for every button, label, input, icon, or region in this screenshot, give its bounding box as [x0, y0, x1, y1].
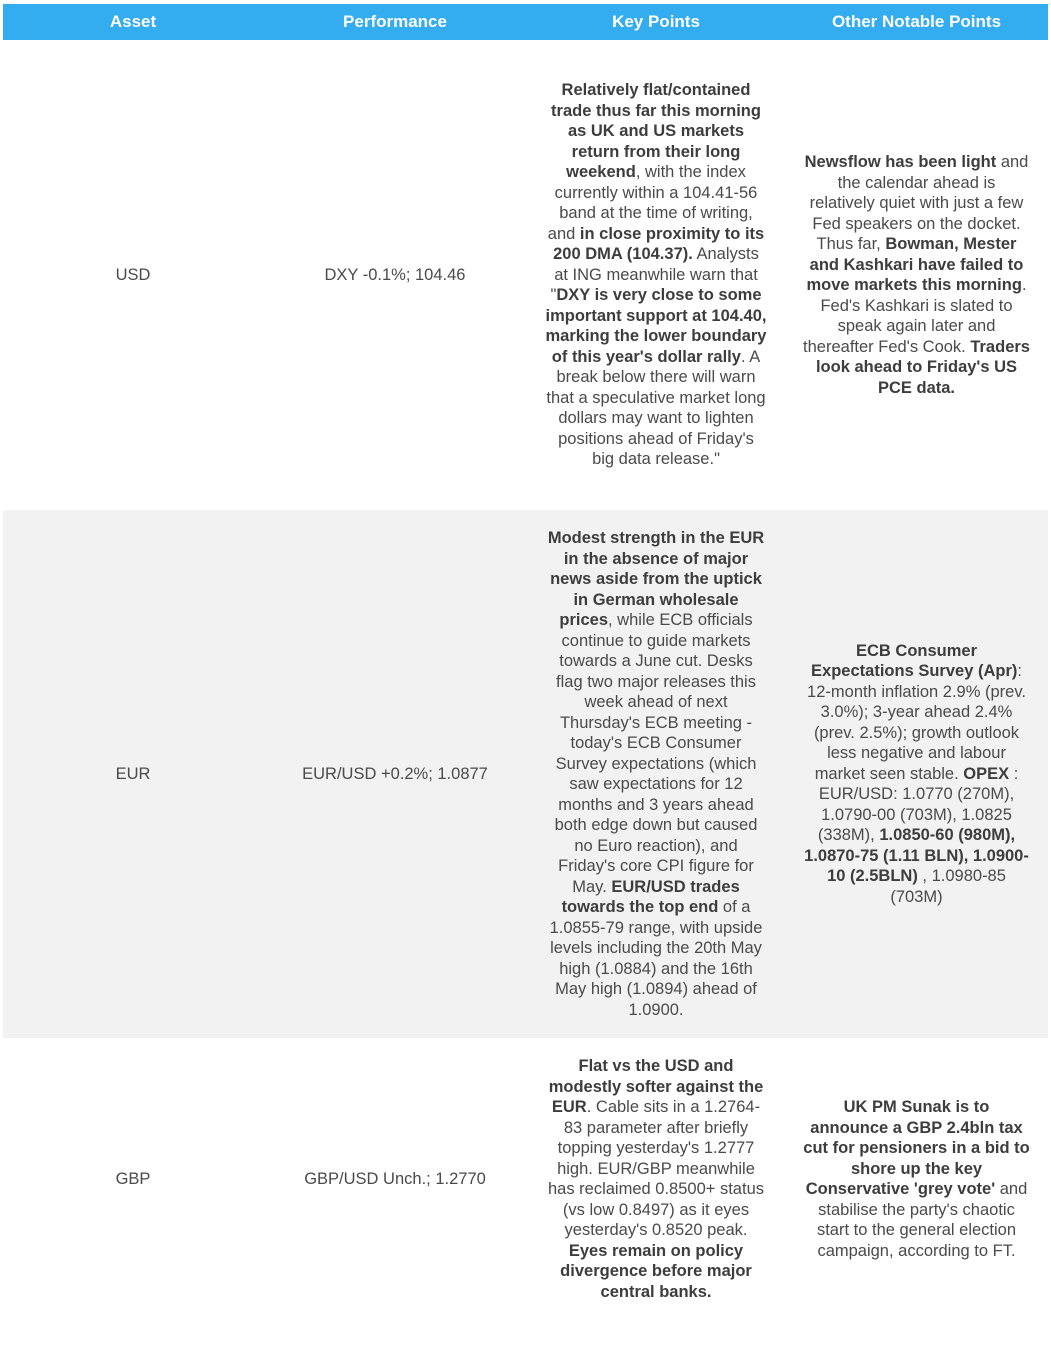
- asset-cell: EUR: [3, 510, 263, 1038]
- bold-text-segment: OPEX: [963, 764, 1010, 783]
- bold-text-segment: in close proximity to its 200 DMA (104.37).: [553, 224, 765, 264]
- other-notable-points-cell: [785, 510, 1048, 1038]
- bold-text-segment: DXY is very close to some important support at 104.40, marking the lower boundary of this year's dollar rally: [545, 286, 767, 366]
- performance-cell: GBP/USD Unch.; 1.2770: [304, 1169, 486, 1188]
- text-segment: . Fed's Kashkari is slated to speak again later and thereafter Fed's Cook.: [803, 276, 1027, 356]
- text-segment: of a 1.0855-79 range, with upside levels including the 20th May high (1.0884) and the 16th May high (1.0894) ahead of 1.0900.: [549, 898, 763, 1019]
- text-segment: , 1.0980-85 (703M): [890, 867, 1006, 906]
- bold-text-segment: ECB Consumer Expectations Survey (Apr): [811, 641, 1018, 681]
- performance-cell: EUR/USD +0.2%; 1.0877: [263, 510, 527, 1038]
- text-segment: and the calendar ahead is relatively quiet with just a few Fed speakers on the docket. Thus far,: [809, 153, 1029, 253]
- text-segment: . Cable sits in a 1.2764-83 parameter after briefly topping yesterday's 1.2777 high. EUR/GBP meanwhile has reclaimed 0.8500+ status (vs low 0.8497) as it eyes yesterday's 0.8520 peak.: [547, 1098, 764, 1239]
- column-header-other-notable-points: Other Notable Points: [785, 4, 1048, 40]
- other-notable-points-cell: [785, 40, 1048, 510]
- asset-cell: GBP: [115, 1169, 151, 1188]
- bold-text-segment: Eyes remain on policy divergence before major central banks.: [560, 1241, 752, 1301]
- text-segment: . A break below there will warn that a speculative market long dollars may want to lighten positions ahead of Friday's big data release.": [546, 347, 766, 469]
- column-header-key-points: Key Points: [527, 4, 785, 40]
- text-segment: and stabilise the party's chaotic start to the general election campaign, according to FT.: [816, 1180, 1028, 1260]
- bold-text-segment: UK PM Sunak is to announce a GBP 2.4bln tax cut for pensioners in a bid to shore up the key Conservative 'grey vote': [803, 1098, 1030, 1198]
- text-segment: , while ECB officials continue to guide markets towards a June cut. Desks flag two major releases this week ahead of next Thursday's ECB meeting - today's ECB Consumer Survey expectations (which saw expectations for 12 months and 3 years ahead both edge down but caused no Euro reaction), and Friday's core CPI figure for May.: [554, 611, 758, 896]
- table-row: [3, 510, 1048, 1038]
- column-header-asset: Asset: [3, 4, 263, 40]
- market-summary-table: [3, 4, 1048, 1320]
- bold-text-segment: Flat vs the USD and modestly softer against the EUR: [548, 1057, 764, 1116]
- bold-text-segment: EUR/USD trades towards the top end: [561, 877, 740, 916]
- bold-text-segment: Newsflow has been light: [804, 153, 997, 171]
- key-points-cell: [527, 40, 785, 510]
- asset-cell: USD: [115, 265, 151, 284]
- column-header-performance: Performance: [263, 4, 527, 40]
- text-segment: : EUR/USD: 1.0770 (270M), 1.0790-00 (703M), 1.0825 (338M),: [817, 764, 1019, 845]
- table-row: [3, 40, 1048, 510]
- text-segment: : 12-month inflation 2.9% (prev. 3.0%); 3-year ahead 2.4% (prev. 2.5%); growth outlook less negative and labour market seen stable.: [807, 662, 1026, 783]
- bold-text-segment: Traders look ahead to Friday's US PCE data.: [815, 337, 1030, 397]
- bold-text-segment: 1.0850-60 (980M), 1.0870-75 (1.11 BLN), 1.0900-10 (2.5BLN): [804, 826, 1029, 886]
- bold-text-segment: Modest strength in the EUR in the absence of major news aside from the uptick in German wholesale prices: [547, 529, 765, 629]
- key-points-cell: [527, 510, 785, 1038]
- bold-text-segment: Relatively flat/contained trade thus far this morning as UK and US markets return from their long weekend: [551, 81, 761, 182]
- other-notable-points-cell: [785, 1038, 1048, 1320]
- table-header-row: [3, 4, 1048, 40]
- bold-text-segment: Bowman, Mester and Kashkari have failed to move markets this morning: [806, 235, 1024, 294]
- text-segment: , with the index currently within a 104.41-56 band at the time of writing, and: [547, 163, 758, 243]
- key-points-cell: [527, 1038, 785, 1320]
- performance-cell: DXY -0.1%; 104.46: [324, 265, 466, 284]
- table-row: [3, 1038, 1048, 1320]
- text-segment: Analysts at ING meanwhile warn that ": [550, 245, 759, 305]
